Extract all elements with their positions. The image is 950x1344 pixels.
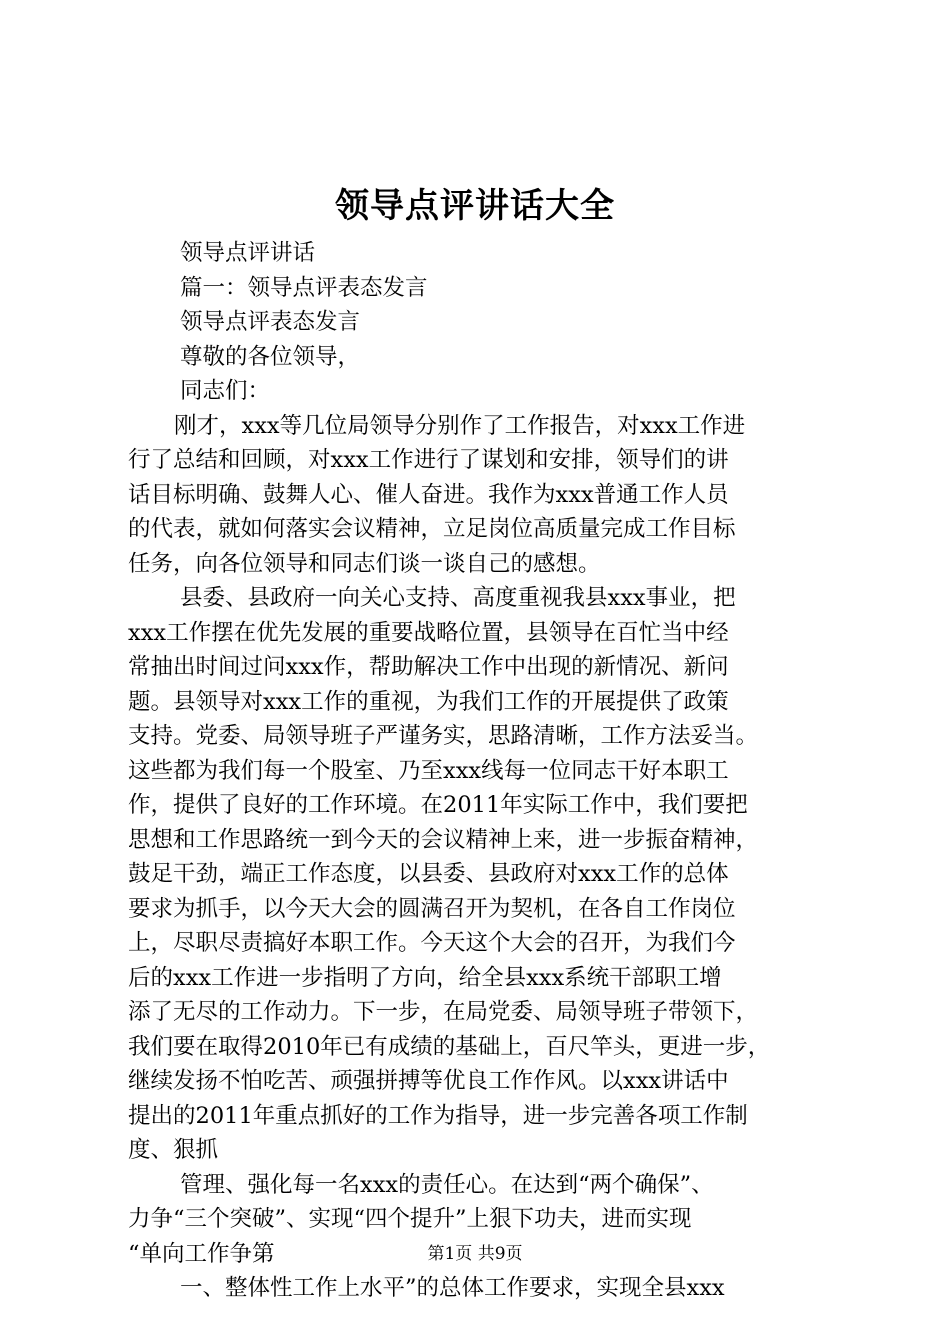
text-line: 刚才，xxx等几位局领导分别作了工作报告，对xxx工作进 — [174, 412, 746, 439]
text-line: 同志们： — [180, 378, 271, 404]
text-line: xxx工作摆在优先发展的重要战略位置，县领导在百忙当中经 — [128, 619, 729, 646]
text-line: 上，尽职尽责搞好本职工作。今天这个大会的召开，为我们今 — [128, 930, 736, 956]
text-line: 常抽出时间过问xxx作，帮助解决工作中出现的新情况、新问 — [128, 654, 729, 680]
text-line: 尊敬的各位领导， — [180, 343, 361, 370]
text-line: 任务，向各位领导和同志们谈一谈自己的感想。 — [128, 550, 601, 577]
text-line: 话目标明确、鼓舞人心、催人奋进。我作为xxx普通工作人员 — [128, 481, 729, 508]
text-line: 领导点评讲话 — [180, 240, 316, 266]
text-line: 领导点评表态发言 — [180, 309, 361, 335]
text-line: 我们要在取得2010年已有成绩的基础上，百尺竿头，更进一步， — [128, 1033, 771, 1060]
text-line: 题。县领导对xxx工作的重视，为我们工作的开展提供了政策 — [128, 688, 729, 715]
text-line: 行了总结和回顾，对xxx工作进行了谋划和安排，领导们的讲 — [128, 447, 729, 473]
text-line: 篇一：领导点评表态发言 — [180, 274, 428, 301]
text-line: 后的xxx工作进一步指明了方向，给全县xxx系统干部职工增 — [128, 964, 722, 991]
text-line: 继续发扬不怕吃苦、顽强拼搏等优良工作作风。以xxx讲话中 — [128, 1068, 729, 1094]
text-line: 力争“三个突破”、实现“四个提升”上狠下功夫，进而实现 — [128, 1206, 692, 1232]
text-line: 支持。党委、局领导班子严谨务实，思路清晰，工作方法妥当。 — [128, 723, 759, 749]
text-line: “单向工作争第 — [128, 1240, 275, 1267]
text-line: 作，提供了良好的工作环境。在2011年实际工作中，我们要把 — [128, 792, 748, 818]
text-line: 管理、强化每一名xxx的责任心。在达到“两个确保”、 — [180, 1171, 714, 1198]
text-line: 县委、县政府一向关心支持、高度重视我县xxx事业，把 — [180, 585, 736, 611]
text-line: 度、狠抓 — [128, 1137, 219, 1163]
text-line: 提出的2011年重点抓好的工作为指导，进一步完善各项工作制 — [128, 1102, 748, 1129]
text-line: 这些都为我们每一个股室、乃至xxx线每一位同志干好本职工 — [128, 757, 729, 784]
document-body — [128, 236, 840, 1306]
text-line: 要求为抓手，以今天大会的圆满召开为契机，在各自工作岗位 — [128, 895, 736, 922]
page-footer: 第1页 共9页 — [427, 1244, 523, 1264]
text-line: 一、整体性工作上水平”的总体工作要求，实现全县xxx — [180, 1275, 725, 1301]
text-line: 添了无尽的工作动力。下一步，在局党委、局领导班子带领下， — [128, 999, 759, 1025]
text-line: 的代表，就如何落实会议精神，立足岗位高质量完成工作目标 — [128, 516, 736, 542]
document-title: 领导点评讲话大全 — [335, 186, 615, 226]
text-line: 鼓足干劲，端正工作态度，以县委、县政府对xxx工作的总体 — [128, 861, 729, 887]
text-line: 思想和工作思路统一到今天的会议精神上来，进一步振奋精神， — [128, 826, 759, 853]
